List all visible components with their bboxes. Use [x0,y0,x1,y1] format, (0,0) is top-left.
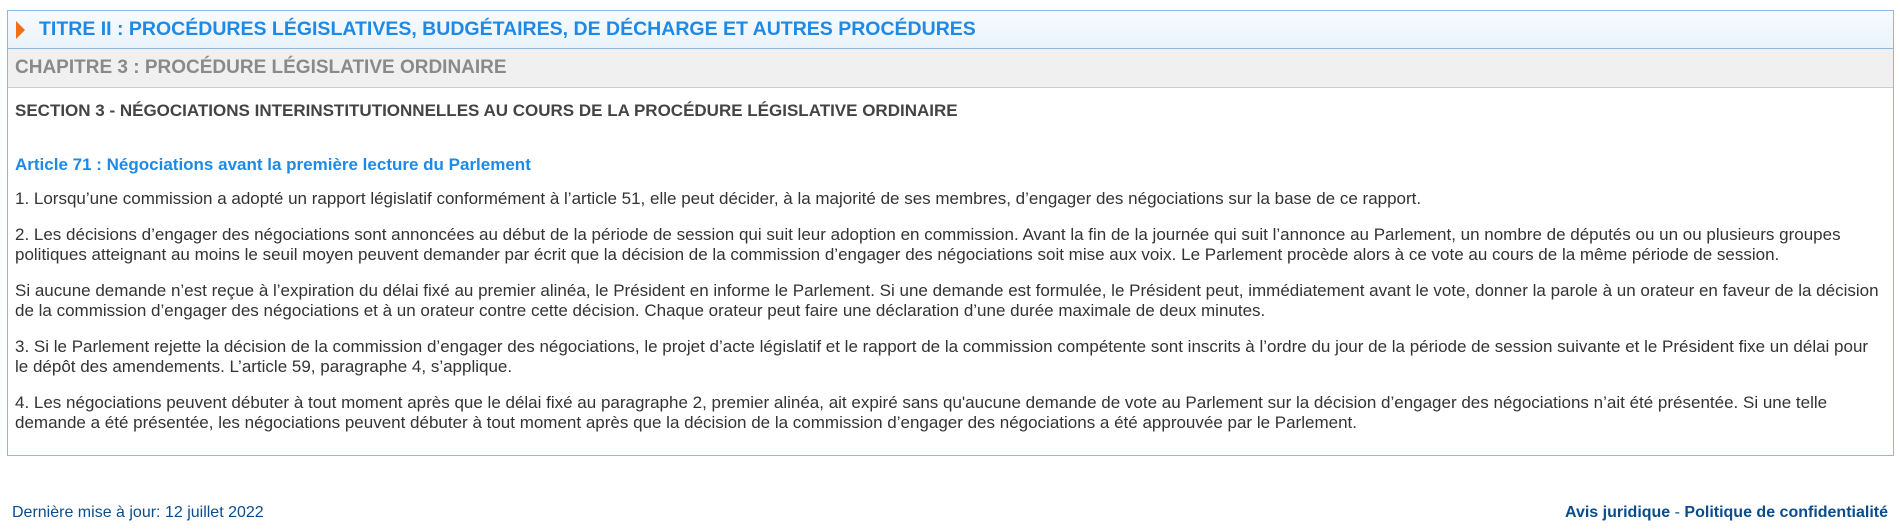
footer-links [1565,504,1888,522]
paragraph-4: 4. Les négociations peuvent débuter à tout moment après que le délai fixé au paragraphe 2, premier alinéa, ait expiré sans qu'aucune demande de vote au Parlement sur la décision d’engager des négociations n’ait été présentée. Si une telle demande a été présentée, les négociations peuvent débuter à tout moment après que la décision de la commission d’engager des négociations a été approuvée par le Parlement. [15,393,1828,432]
footer-separator: - [1670,504,1685,521]
article-content [8,88,1893,455]
titre-heading: TITRE II : PROCÉDURES LÉGISLATIVES, BUDGÉTAIRES, DE DÉCHARGE ET AUTRES PROCÉDURES [39,18,976,40]
privacy-policy-link[interactable]: Politique de confidentialité [1684,504,1888,521]
expand-arrow-icon[interactable] [16,21,25,39]
last-update-text: Dernière mise à jour: 12 juillet 2022 [12,504,264,521]
legal-notice-link[interactable]: Avis juridique [1565,504,1671,521]
paragraph-3: 3. Si le Parlement rejette la décision de la commission d’engager des négociations, le projet d’acte législatif et le rapport de la commission compétente sont inscrits à l’ordre du jour de la période de session suivante et le Président fixe un délai pour le dépôt des amendements. L’article 59, paragraphe 4, s’applique. [15,337,1869,376]
page-footer [12,504,1888,522]
chapitre-heading: CHAPITRE 3 : PROCÉDURE LÉGISLATIVE ORDINAIRE [15,57,507,78]
section-heading: SECTION 3 - NÉGOCIATIONS INTERINSTITUTIONNELLES AU COURS DE LA PROCÉDURE LÉGISLATIVE ORDINAIRE [15,101,958,120]
document-container [7,10,1894,456]
paragraph-2-subparagraph: Si aucune demande n’est reçue à l’expiration du délai fixé au premier alinéa, le Président en informe le Parlement. Si une demande est formulée, le Président peut, immédiatement avant le vote, donner la parole à un orateur en faveur de la décision de la commission d’engager des négociations et à un orateur contre cette décision. Chaque orateur peut faire une déclaration d’une durée maximale de deux minutes. [15,281,1879,320]
chapitre-panel [7,49,1894,456]
titre-header[interactable] [7,10,1894,49]
paragraph-1: 1. Lorsqu’une commission a adopté un rapport législatif conformément à l’article 51, elle peut décider, à la majorité de ses membres, d’engager des négociations sur la base de ce rapport. [15,189,1422,208]
chapitre-header [8,49,1893,88]
paragraph-2: 2. Les décisions d’engager des négociations sont annoncées au début de la période de session qui suit leur adoption en commission. Avant la fin de la journée qui suit l’annonce au Parlement, un nombre de députés ou un ou plusieurs groupes politiques atteignant au moins le seuil moyen peuvent demander par écrit que la décision de la commission d’engager des négociations soit mise aux voix. Le Parlement procède alors à ce vote au cours de la même période de session. [15,225,1841,264]
article-title: Article 71 : Négociations avant la première lecture du Parlement [15,155,531,174]
